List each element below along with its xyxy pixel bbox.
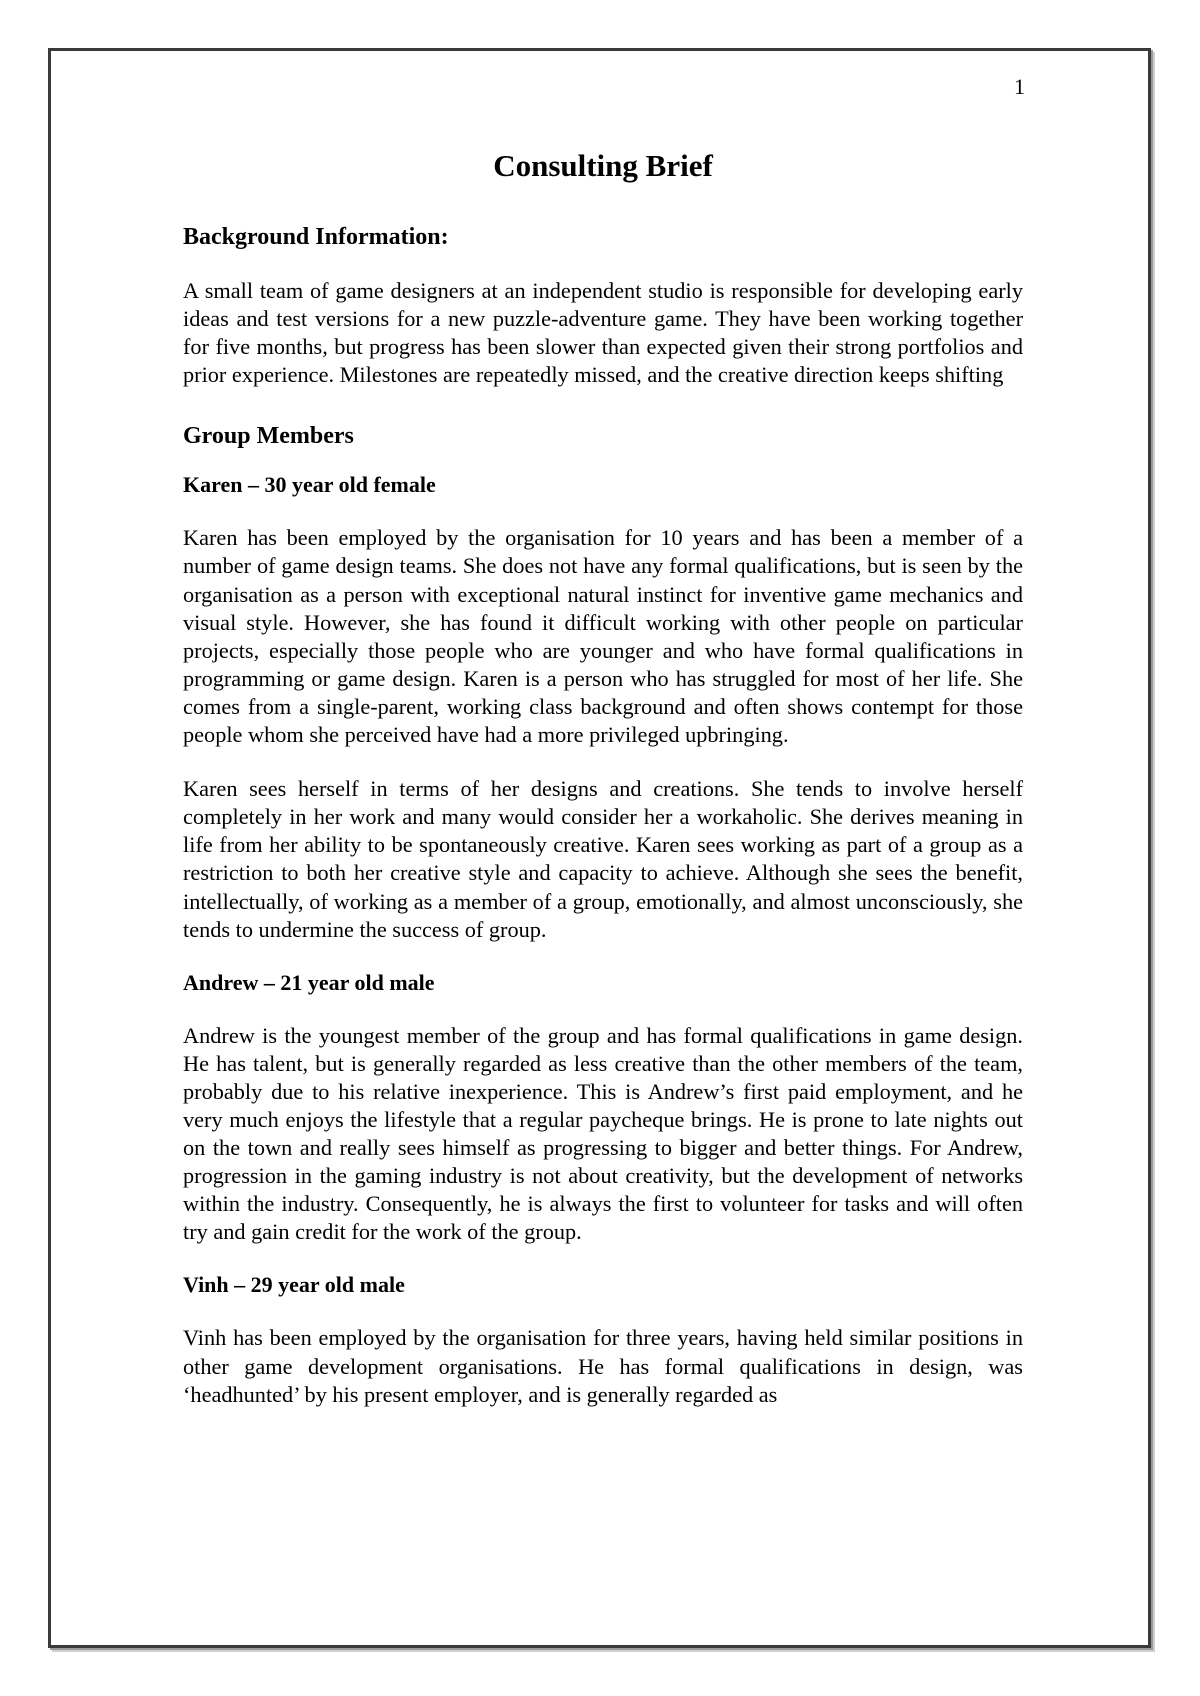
background-paragraph: A small team of game designers at an independent studio is responsible for developing early ideas and test versions for a new puzzle-adventure game. They have been working together for five months, but progress has been slower than expected given their strong portfolios and prior experience. Milestones are repeatedly missed, and the creative direction keeps shifting (183, 278, 1023, 388)
background-heading: Background Information: (183, 224, 449, 250)
member-paragraph: Andrew is the youngest member of the group and has formal qualifications in game design. He has talent, but is generally regarded as less creative than the other members of the team, probably due to his relative inexperience. This is Andrew’s first paid employment, and he very much enjoys the lifestyle that a regular paycheque brings. He is prone to late nights out on the town and really sees himself as progressing to bigger and better things. For Andrew, progression in the gaming industry is not about creativity, but the development of networks within the industry. Consequently, he is always the first to volunteer for tasks and will often try and gain credit for the work of the group. (183, 1022, 1023, 1245)
member-heading-andrew: Andrew – 21 year old male (183, 969, 435, 995)
member-paragraph: Vinh has been employed by the organisation for three years, having held similar positions in other game development organisations. He has formal qualifications in design, was ‘headhunted’ by his present employer, and is generally regarded as (183, 1325, 1023, 1407)
member-heading-vinh: Vinh – 29 year old male (183, 1272, 405, 1298)
document-title: Consulting Brief (493, 148, 713, 183)
member-heading-karen: Karen – 30 year old female (183, 472, 436, 498)
group-members-heading: Group Members (183, 423, 354, 450)
page-number: 1 (1014, 74, 1025, 99)
member-paragraph: Karen sees herself in terms of her designs and creations. She tends to involve herself completely in her work and many would consider her a workaholic. She derives meaning in life from her ability to be spontaneously creative. Karen sees working as part of a group as a restriction to both her creative style and capacity to achieve. Although she sees the benefit, intellectually, of working as a member of a group, emotionally, and almost unconsciously, she tends to undermine the success of group. (183, 776, 1023, 942)
member-paragraph: Karen has been employed by the organisation for 10 years and has been a member of a number of game design teams. She does not have any formal qualifications, but is seen by the organisation as a person with exceptional natural instinct for inventive game mechanics and visual style. However, she has found it difficult working with other people on particular projects, especially those people who are younger and who have formal qualifications in programming or game design. Karen is a person who has struggled for most of her life. She comes from a single-parent, working class background and often shows contempt for those people whom she perceived have had a more privileged upbringing. (183, 525, 1023, 748)
document-body (183, 140, 1023, 1409)
